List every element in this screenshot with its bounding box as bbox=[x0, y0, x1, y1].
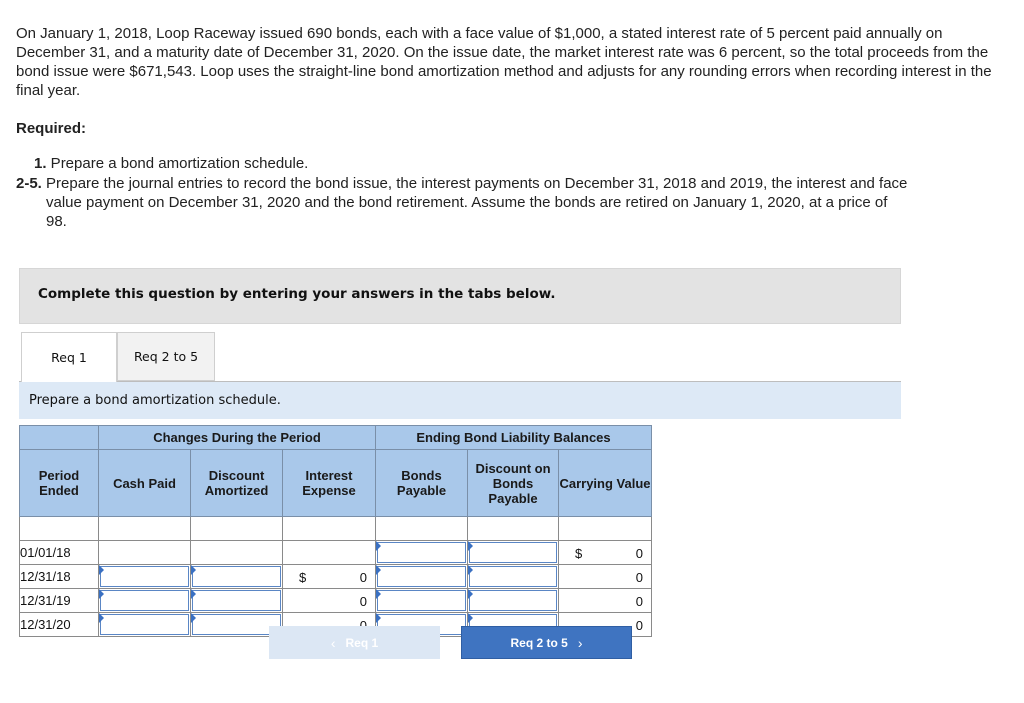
next-req-label: Req 2 to 5 bbox=[510, 635, 568, 650]
table-row bbox=[20, 589, 652, 613]
period-ended-header: Period Ended bbox=[20, 450, 99, 517]
requirement-2-5 bbox=[16, 174, 996, 231]
input-marker-icon bbox=[191, 565, 196, 575]
bonds-payable-header: Bonds Payable bbox=[376, 450, 468, 517]
requirement-1-number: 1. bbox=[34, 155, 47, 172]
requirement-2-5-number: 2-5. bbox=[16, 175, 42, 192]
instructions-text: Complete this question by entering your answers in the tabs below. bbox=[38, 286, 556, 302]
input-marker-icon bbox=[376, 589, 381, 599]
carrying-value-cell bbox=[559, 589, 652, 613]
requirement-2-5-line2: value payment on December 31, 2020 and the bond retirement. Assume the bonds are retired on January 1, 2020, at a price of bbox=[46, 194, 888, 211]
interest-expense-value: 0 bbox=[359, 570, 367, 585]
required-heading: Required: bbox=[16, 120, 87, 137]
problem-statement: On January 1, 2018, Loop Raceway issued 690 bonds, each with a face value of $1,000, a stated interest rate of 5 percent paid annually on December 31, and a maturity date of December 31, 2020. On the issue date, the market interest rate was 6 percent, so the total proceeds from the bond issue were $671,543. Loop uses the straight-line bond amortization method and adjusts for any rounding errors when recording interest in the final year. bbox=[16, 25, 992, 99]
discount-on-bonds-input[interactable] bbox=[468, 565, 559, 589]
amortization-schedule-table bbox=[19, 425, 652, 637]
discount-amortized-cell bbox=[191, 541, 283, 565]
carrying-value: 0 bbox=[635, 546, 643, 561]
period-date: 12/31/20 bbox=[20, 613, 99, 637]
carrying-value-cell bbox=[559, 565, 652, 589]
input-marker-icon bbox=[376, 565, 381, 575]
table-row bbox=[20, 541, 652, 565]
carrying-value: 0 bbox=[635, 570, 643, 585]
tab-prompt bbox=[19, 382, 901, 419]
currency-symbol: $ bbox=[299, 570, 307, 585]
table-row bbox=[20, 565, 652, 589]
carrying-value: 0 bbox=[635, 594, 643, 609]
input-marker-icon bbox=[191, 589, 196, 599]
period-date: 12/31/19 bbox=[20, 589, 99, 613]
cash-paid-input[interactable] bbox=[99, 589, 191, 613]
cash-paid-header: Cash Paid bbox=[99, 450, 191, 517]
tab-req-1[interactable]: Req 1 bbox=[21, 332, 117, 382]
interest-expense-cell bbox=[283, 565, 376, 589]
input-marker-icon bbox=[376, 613, 381, 623]
input-marker-icon bbox=[99, 565, 104, 575]
interest-expense-header: Interest Expense bbox=[283, 450, 376, 517]
discount-amortized-header: Discount Amortized bbox=[191, 450, 283, 517]
currency-symbol: $ bbox=[575, 546, 583, 561]
tab-prompt-text: Prepare a bond amortization schedule. bbox=[29, 393, 281, 408]
input-marker-icon bbox=[468, 541, 473, 551]
input-marker-icon bbox=[468, 565, 473, 575]
bonds-payable-input[interactable] bbox=[376, 541, 468, 565]
chevron-left-icon: ‹ bbox=[330, 634, 336, 651]
cash-paid-input[interactable] bbox=[99, 613, 191, 637]
discount-amortized-input[interactable] bbox=[191, 589, 283, 613]
interest-expense-value: 0 bbox=[359, 594, 367, 609]
discount-on-bonds-input[interactable] bbox=[468, 541, 559, 565]
requirement-2-5-line1: Prepare the journal entries to record the bond issue, the interest payments on December 31, 2018 and 2019, the interest and face bbox=[41, 175, 908, 192]
changes-during-period-header: Changes During the Period bbox=[99, 426, 376, 450]
discount-on-bonds-input[interactable] bbox=[468, 589, 559, 613]
requirement-2-5-line3: 98. bbox=[46, 213, 67, 230]
prev-req-label: Req 1 bbox=[345, 635, 379, 650]
blank-header bbox=[20, 426, 99, 450]
cash-paid-input[interactable] bbox=[99, 565, 191, 589]
next-req-button[interactable] bbox=[461, 626, 632, 659]
input-marker-icon bbox=[468, 589, 473, 599]
bonds-payable-input[interactable] bbox=[376, 565, 468, 589]
chevron-right-icon: › bbox=[577, 634, 583, 651]
input-marker-icon bbox=[99, 589, 104, 599]
period-date: 01/01/18 bbox=[20, 541, 99, 565]
ending-balances-header: Ending Bond Liability Balances bbox=[376, 426, 652, 450]
input-marker-icon bbox=[191, 613, 196, 623]
bonds-payable-input[interactable] bbox=[376, 589, 468, 613]
tab-req-2-to-5[interactable]: Req 2 to 5 bbox=[117, 332, 215, 381]
input-marker-icon bbox=[376, 541, 381, 551]
carrying-value: 0 bbox=[635, 618, 643, 633]
period-date: 12/31/18 bbox=[20, 565, 99, 589]
discount-amortized-input[interactable] bbox=[191, 565, 283, 589]
discount-on-bonds-header: Discount on Bonds Payable bbox=[468, 450, 559, 517]
prev-req-button bbox=[269, 626, 440, 659]
instructions-banner bbox=[19, 268, 901, 324]
carrying-value-cell bbox=[559, 541, 652, 565]
carrying-value-header: Carrying Value bbox=[559, 450, 652, 517]
requirement-1 bbox=[34, 154, 308, 173]
cash-paid-cell bbox=[99, 541, 191, 565]
input-marker-icon bbox=[468, 613, 473, 623]
requirement-1-text: Prepare a bond amortization schedule. bbox=[46, 155, 309, 172]
interest-expense-cell bbox=[283, 541, 376, 565]
input-marker-icon bbox=[99, 613, 104, 623]
interest-expense-cell bbox=[283, 589, 376, 613]
